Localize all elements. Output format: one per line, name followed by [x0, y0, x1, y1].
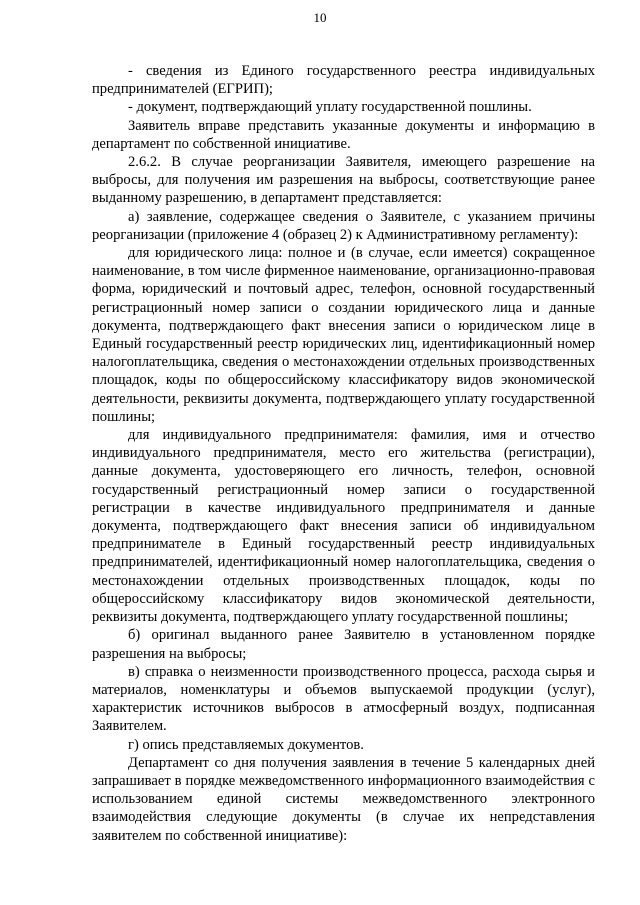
paragraph-item-g: г) опись представляемых документов. [128, 736, 364, 753]
paragraph-item-a: а) заявление, содержащее сведения о Заявителе, с указанием причины реорганизации (приложение 4 (образец 2) к Административному регламенту): [92, 208, 595, 243]
paragraph-applicant-right: Заявитель вправе представить указанные документы и информацию в департамент по собственной инициативе. [92, 117, 595, 152]
paragraph-fee-document-item: - документ, подтверждающий уплату государственной пошлины. [128, 99, 532, 116]
paragraph-individual-entrepreneur: для индивидуального предпринимателя: фамилия, имя и отчество индивидуального предпринимателя, место его жительства (регистрации), данные документа, удостоверяющего его личность, телефон, основной государственный регистрационный номер записи о государственной регистрации в качестве индивидуального предпринимателя и данные документа, подтверждающего факт внесения записи об индивидуальном предпринимателе в Единый государственный реестр индивидуальных предпринимателей, идентификационный номер налогоплательщика, сведения о местонахождении отдельных производственных площадок, коды по общероссийскому классификатору видов экономической деятельности, реквизиты документа, подтверждающего уплату государственной пошлины; [92, 427, 595, 626]
page-number: 10 [313, 10, 327, 25]
paragraph-department-request: Департамент со дня получения заявления в течение 5 календарных дней запрашивает в порядке межведомственного информационного взаимодействия с использованием единой системы межведомственного электронного взаимодействия следующие документы (в случае их непредставления заявителем по собственной инициативе): [92, 754, 595, 844]
paragraph-item-b: б) оригинал выданного ранее Заявителю в установленном порядке разрешения на выбросы; [92, 627, 595, 662]
paragraph-egrip-item: - сведения из Единого государственного реестра индивидуальных предпринимателей (ЕГРИП); [92, 63, 595, 98]
paragraph-section-2-6-2: 2.6.2. В случае реорганизации Заявителя, имеющего разрешение на выбросы, для получения им разрешения на выбросы, соответствующие ранее выданному разрешению, в департамент представляется: [92, 154, 595, 207]
paragraph-item-v: в) справка о неизменности производственного процесса, расхода сырья и материалов, номенклатуры и объемов выпускаемой продукции (услуг), характеристик источников выбросов в атмосферный воздух, подписанная Заявителем. [92, 663, 595, 735]
document-body [92, 62, 595, 845]
paragraph-legal-entity: для юридического лица: полное и (в случае, если имеется) сокращенное наименование, в том числе фирменное наименование, организационно-правовая форма, юридический и почтовый адрес, телефон, основной государственный регистрационный номер записи о создании юридического лица и данные документа, подтверждающего факт внесения записи о юридическом лице в Единый государственный реестр юридических лиц, идентификационный номер налогоплательщика, сведения о местонахождении отдельных производственных площадок, коды по общероссийскому классификатору видов экономической деятельности, реквизиты документа, подтверждающего уплату государственной пошлины; [92, 245, 595, 425]
